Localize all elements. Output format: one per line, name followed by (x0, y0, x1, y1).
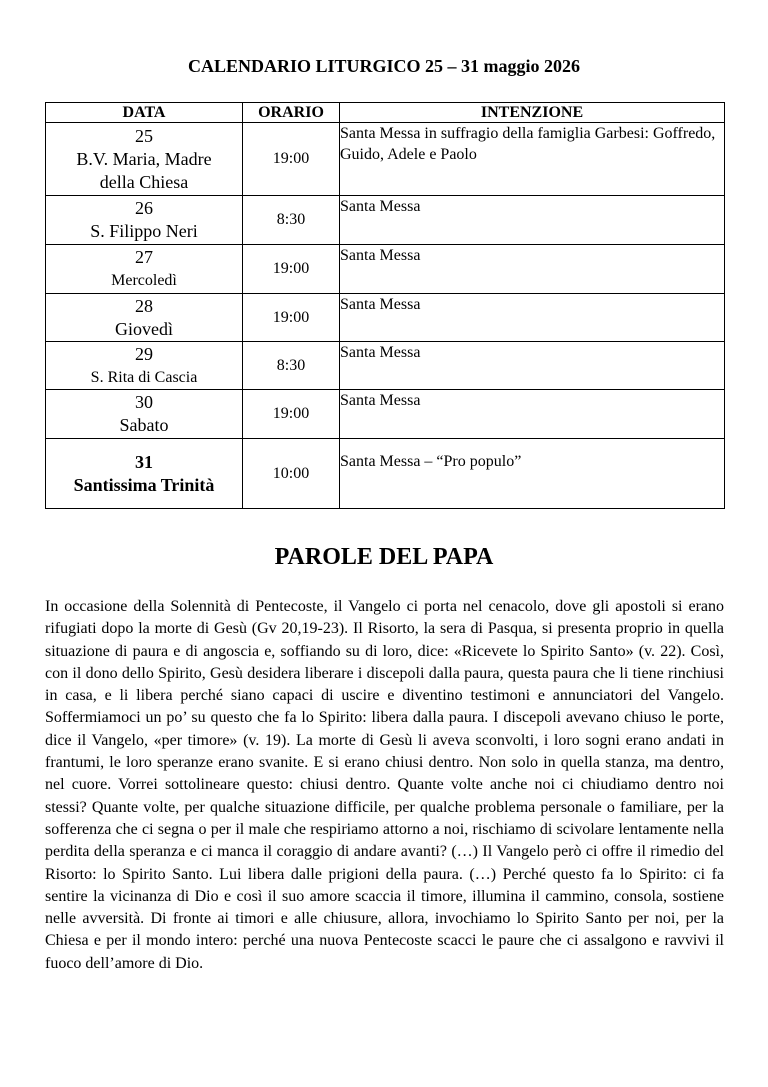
day-number: 31 (135, 451, 153, 472)
day-number: 29 (135, 343, 153, 364)
intention-cell: Santa Messa in suffragio della famiglia Garbesi: Goffredo, Guido, Adele e Paolo (340, 123, 725, 196)
day-number: 25 (135, 125, 153, 146)
intention-cell: Santa Messa (340, 342, 725, 390)
day-name: S. Rita di Cascia (90, 368, 198, 386)
day-number: 26 (135, 198, 153, 218)
table-row (46, 245, 725, 294)
date-cell (46, 294, 243, 342)
day-number: 30 (135, 392, 153, 412)
day-name: B.V. Maria, Madre (76, 148, 212, 169)
time-cell: 8:30 (243, 196, 340, 245)
intention-cell: Santa Messa (340, 390, 725, 439)
time-cell: 8:30 (243, 342, 340, 390)
day-name: Sabato (119, 415, 169, 435)
header-time: ORARIO (243, 103, 340, 123)
section-title: PAROLE DEL PAPA (274, 544, 494, 570)
table-row (46, 342, 725, 390)
date-cell (46, 245, 243, 294)
time-cell: 19:00 (243, 294, 340, 342)
table-row (46, 439, 725, 509)
table-row (46, 294, 725, 342)
page-title: CALENDARIO LITURGICO 25 – 31 maggio 2026 (187, 56, 581, 76)
liturgical-calendar-table (45, 102, 725, 509)
time-cell: 19:00 (243, 390, 340, 439)
table-header-row (46, 103, 725, 123)
date-cell (46, 390, 243, 439)
intention-cell: Santa Messa (340, 294, 725, 342)
header-intention: INTENZIONE (340, 103, 725, 123)
time-cell: 19:00 (243, 245, 340, 294)
table-row (46, 390, 725, 439)
date-cell (46, 196, 243, 245)
pope-words-paragraph: In occasione della Solennità di Pentecoste, il Vangelo ci porta nel cenacolo, dove gli apostoli si erano rifugiati dopo la morte di Gesù (Gv 20,19-23). Il Risorto, la sera di Pasqua, si presenta proprio in quella situazione di paura e di angoscia e, soffiando su di loro, dice: «Ricevete lo Spirito Santo» (v. 22). Così, con il dono dello Spirito, Gesù desidera liberare i discepoli dalla paura, questa paura che li tiene rinchiusi in casa, e li libera perché siano capaci di uscire e diventino testimoni e annunciatori del Vangelo. Soffermiamoci un po’ su questo che fa lo Spirito: libera dalla paura. I discepoli avevano chiuso le porte, dice il Vangelo, «per timore» (v. 19). La morte di Gesù li aveva sconvolti, i loro sogni erano andati in frantumi, le loro speranze erano svanite. E si erano chiusi dentro. Non solo in quella stanza, ma dentro, nel cuore. Vorrei sottolineare questo: chiusi dentro. Quante volte anche noi ci chiudiamo dentro noi stessi? Quante volte, per qualche situazione difficile, per qualche problema personale o familiare, per la sofferenza che ci segna o per il male che respiriamo attorno a noi, rischiamo di scivolare lentamente nella perdita della speranza e ci manca il coraggio di andare avanti? (…) Il Vangelo però ci offre il rimedio del Risorto: lo Spirito Santo. Lui libera dalle prigioni della paura. (…) Perché questo fa lo Spirito: ci fa sentire la vicinanza di Dio e così il suo amore scaccia il timore, illumina il cammino, consola, sostiene nelle avversità. Di fronte ai timori e alle chiusure, allora, invochiamo lo Spirito Santo per noi, per la Chiesa e per il mondo intero: perché una nuova Pentecoste scacci le paure che ci assalgono e ravvivi il fuoco dell’amore di Dio. (45, 598, 724, 972)
time-cell: 10:00 (243, 439, 340, 509)
day-name: S. Filippo Neri (90, 221, 198, 241)
date-cell (46, 123, 243, 196)
intention-cell: Santa Messa (340, 245, 725, 294)
intention-cell: Santa Messa – “Pro populo” (340, 439, 725, 509)
header-date: DATA (46, 103, 243, 123)
date-cell (46, 439, 243, 509)
day-number: 27 (135, 247, 153, 267)
day-name: Giovedì (115, 318, 173, 339)
time-cell: 19:00 (243, 123, 340, 196)
date-cell (46, 342, 243, 390)
day-name-line2: della Chiesa (99, 171, 189, 192)
table-row (46, 196, 725, 245)
table-row (46, 123, 725, 196)
intention-cell: Santa Messa (340, 196, 725, 245)
day-name: Mercoledì (111, 272, 177, 289)
day-name: Santissima Trinità (73, 474, 215, 495)
day-number: 28 (135, 295, 153, 316)
